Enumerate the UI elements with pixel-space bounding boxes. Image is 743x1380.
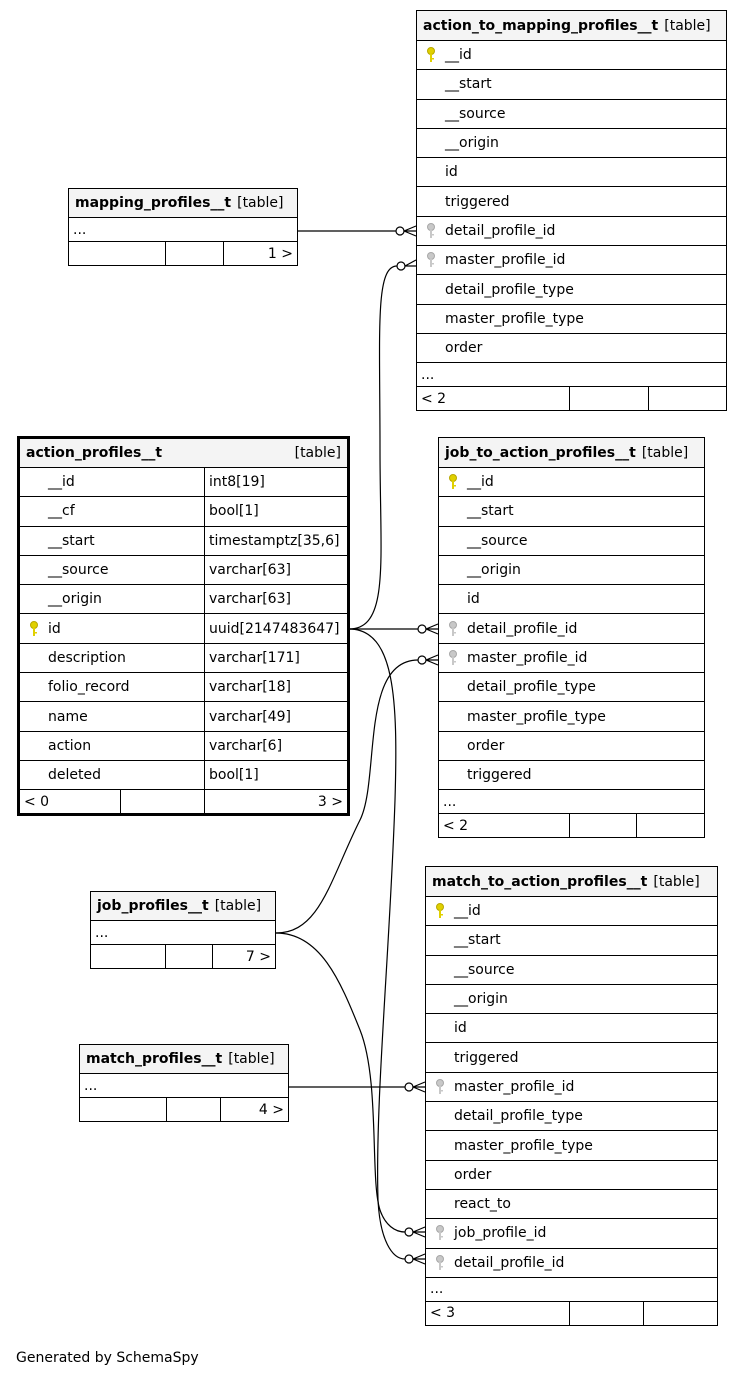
table-header[interactable]: [426, 867, 717, 897]
column-row[interactable]: [426, 956, 717, 985]
foreign-key-icon: [426, 1225, 454, 1241]
marker-crowfoot: [426, 655, 438, 665]
footer-children[interactable]: 1 >: [267, 245, 293, 262]
column-type: varchar[63]: [204, 556, 347, 584]
table-header[interactable]: [91, 892, 275, 921]
column-row[interactable]: [20, 585, 347, 614]
table-type: [table]: [237, 195, 284, 211]
footer-blank: [570, 814, 637, 837]
marker-circle: [405, 1255, 413, 1263]
column-row[interactable]: [426, 1014, 717, 1043]
column-row[interactable]: [20, 614, 347, 643]
column-row[interactable]: [439, 673, 704, 702]
foreign-key-icon: [417, 252, 445, 268]
column-row[interactable]: [20, 468, 347, 497]
footer-blank: [570, 387, 649, 410]
column-row[interactable]: [20, 527, 347, 556]
column-name: __start: [445, 76, 492, 93]
table-name: match_profiles__t: [86, 1051, 223, 1067]
table-action-to-mapping-profiles[interactable]: [416, 10, 727, 411]
column-row[interactable]: [426, 1190, 717, 1219]
column-name: detail_profile_type: [467, 679, 596, 696]
table-footer: [80, 1098, 288, 1121]
column-name: triggered: [445, 193, 510, 210]
column-type: timestamptz[35,6]: [204, 527, 347, 555]
more-columns-ellipsis[interactable]: ...: [417, 363, 726, 387]
table-type: [table]: [653, 873, 700, 890]
column-row[interactable]: [439, 702, 704, 731]
footer-parents[interactable]: < 2: [417, 387, 570, 410]
column-name: __source: [454, 961, 515, 978]
column-row[interactable]: [439, 761, 704, 790]
column-row[interactable]: [426, 1131, 717, 1160]
column-name: order: [445, 340, 483, 357]
column-name: master_profile_type: [445, 310, 584, 327]
table-footer: [20, 790, 347, 813]
table-header[interactable]: [439, 438, 704, 468]
column-name: name: [48, 708, 88, 725]
footer-blank: [166, 242, 224, 265]
marker-crowfoot: [405, 260, 416, 266]
table-header[interactable]: [69, 189, 297, 218]
marker-circle: [405, 1228, 413, 1236]
table-type: [table]: [214, 898, 262, 914]
footer-children[interactable]: 7 >: [245, 948, 271, 965]
foreign-key-icon: [426, 1079, 454, 1095]
column-name: triggered: [454, 1049, 519, 1066]
column-name: __id: [467, 474, 494, 491]
column-name: description: [48, 649, 126, 666]
column-row[interactable]: [426, 1102, 717, 1131]
column-row[interactable]: [417, 158, 726, 187]
footer-blank: [570, 1302, 644, 1325]
column-name: __start: [467, 503, 514, 520]
column-name: react_to: [454, 1196, 511, 1213]
column-type: varchar[6]: [204, 732, 347, 760]
table-match-profiles[interactable]: [79, 1044, 289, 1122]
column-row[interactable]: [426, 1043, 717, 1072]
column-name: triggered: [467, 767, 532, 784]
column-row[interactable]: [417, 275, 726, 304]
table-header[interactable]: [80, 1045, 288, 1074]
column-type: varchar[49]: [204, 702, 347, 730]
marker-circle: [397, 262, 405, 270]
edge-action-to-m2a-detail: [349, 629, 405, 1259]
column-name: order: [467, 737, 505, 754]
foreign-key-icon: [426, 1255, 454, 1271]
column-row[interactable]: [439, 585, 704, 614]
column-name: master_profile_type: [454, 1137, 593, 1154]
column-name: __origin: [467, 562, 521, 579]
primary-key-icon: [417, 47, 445, 63]
footer-children[interactable]: 4 >: [258, 1101, 284, 1118]
column-name: __source: [48, 562, 109, 579]
column-name: detail_profile_type: [445, 281, 574, 298]
footer-blank: [167, 1098, 221, 1121]
more-columns-ellipsis[interactable]: ...: [426, 1278, 717, 1302]
footer-children: [637, 814, 704, 837]
column-name: id: [454, 1020, 467, 1037]
column-row[interactable]: [439, 614, 704, 643]
column-name: __source: [467, 532, 528, 549]
column-row[interactable]: [426, 1249, 717, 1278]
column-row[interactable]: [439, 468, 704, 497]
column-row[interactable]: [417, 100, 726, 129]
footer-children[interactable]: 3 >: [317, 793, 343, 810]
table-type: [table]: [228, 1051, 275, 1067]
table-name: job_profiles__t: [97, 898, 209, 914]
marker-crowfoot: [413, 1227, 425, 1237]
column-row[interactable]: [426, 985, 717, 1014]
more-columns-ellipsis[interactable]: ...: [80, 1074, 288, 1098]
footer-parents[interactable]: < 2: [439, 814, 570, 837]
column-name: __id: [445, 47, 472, 64]
column-type: int8[19]: [204, 468, 347, 496]
column-row[interactable]: [20, 673, 347, 702]
column-name: master_profile_type: [467, 708, 606, 725]
column-name: __origin: [454, 991, 508, 1008]
foreign-key-icon: [439, 621, 467, 637]
column-row[interactable]: [439, 527, 704, 556]
table-footer: [91, 945, 275, 968]
column-row[interactable]: [426, 1219, 717, 1248]
column-row[interactable]: [439, 497, 704, 526]
table-name: match_to_action_profiles__t: [432, 873, 648, 890]
column-name: detail_profile_type: [454, 1108, 583, 1125]
column-row[interactable]: [417, 246, 726, 275]
more-columns-ellipsis[interactable]: ...: [439, 790, 704, 814]
column-type: varchar[171]: [204, 644, 347, 672]
column-name: folio_record: [48, 679, 130, 696]
column-name: id: [467, 591, 480, 608]
edge-action-to-a2m-master: [349, 266, 397, 629]
column-name: master_profile_id: [445, 252, 566, 269]
column-row[interactable]: [417, 70, 726, 99]
table-type: [table]: [641, 444, 689, 461]
column-type: bool[1]: [204, 497, 347, 525]
marker-circle: [418, 625, 426, 633]
table-type: [table]: [664, 17, 711, 34]
table-job-to-action-profiles[interactable]: [438, 437, 705, 838]
column-row[interactable]: [417, 305, 726, 334]
column-name: __origin: [445, 135, 499, 152]
column-name: __start: [48, 532, 95, 549]
marker-crowfoot: [426, 624, 438, 634]
column-name: __cf: [48, 503, 75, 520]
column-name: deleted: [48, 767, 101, 784]
column-type: varchar[63]: [204, 585, 347, 613]
footer-parents[interactable]: < 0: [20, 790, 121, 813]
column-row[interactable]: [20, 497, 347, 526]
table-footer: [439, 814, 704, 837]
column-row[interactable]: [417, 217, 726, 246]
column-row[interactable]: [426, 897, 717, 926]
column-name: detail_profile_id: [467, 620, 578, 637]
table-mapping-profiles[interactable]: [68, 188, 298, 266]
column-row[interactable]: [417, 41, 726, 70]
column-name: master_profile_id: [467, 649, 588, 666]
primary-key-icon: [439, 474, 467, 490]
column-name: __origin: [48, 591, 102, 608]
column-row[interactable]: [426, 926, 717, 955]
column-name: detail_profile_id: [445, 222, 556, 239]
foreign-key-icon: [439, 650, 467, 666]
column-name: detail_profile_id: [454, 1254, 565, 1271]
table-name: action_to_mapping_profiles__t: [423, 17, 659, 34]
table-name: action_profiles__t: [26, 445, 163, 461]
column-row[interactable]: [20, 702, 347, 731]
marker-crowfoot: [413, 1082, 425, 1092]
table-header[interactable]: [417, 11, 726, 41]
column-row[interactable]: [439, 556, 704, 585]
more-columns-ellipsis[interactable]: ...: [69, 218, 297, 242]
marker-crowfoot: [404, 226, 416, 236]
generated-by-note: Generated by SchemaSpy: [16, 1350, 199, 1366]
table-action-profiles[interactable]: [17, 436, 350, 816]
column-type: uuid[2147483647]: [204, 614, 347, 642]
footer-parents[interactable]: < 3: [426, 1302, 570, 1325]
footer-parents: [91, 945, 166, 968]
table-footer: [69, 242, 297, 265]
marker-crowfoot: [413, 1254, 425, 1264]
column-row[interactable]: [417, 334, 726, 363]
footer-blank: [166, 945, 213, 968]
table-match-to-action-profiles[interactable]: [425, 866, 718, 1326]
column-row[interactable]: [417, 129, 726, 158]
table-name: job_to_action_profiles__t: [445, 444, 636, 461]
primary-key-icon: [426, 903, 454, 919]
footer-parents: [80, 1098, 167, 1121]
column-row[interactable]: [426, 1073, 717, 1102]
column-type: varchar[18]: [204, 673, 347, 701]
column-name: __source: [445, 105, 506, 122]
table-job-profiles[interactable]: [90, 891, 276, 969]
column-row[interactable]: [20, 556, 347, 585]
column-name: __id: [454, 903, 481, 920]
column-row[interactable]: [20, 732, 347, 761]
marker-circle: [418, 656, 426, 664]
column-row[interactable]: [20, 761, 347, 790]
column-row[interactable]: [439, 644, 704, 673]
column-name: id: [48, 620, 61, 637]
column-row[interactable]: [439, 732, 704, 761]
column-name: id: [445, 164, 458, 181]
footer-parents: [69, 242, 166, 265]
footer-blank: [121, 790, 205, 813]
footer-children: [644, 1302, 717, 1325]
column-name: __id: [48, 474, 75, 491]
table-footer: [426, 1302, 717, 1325]
column-name: __start: [454, 932, 501, 949]
foreign-key-icon: [417, 223, 445, 239]
primary-key-icon: [20, 621, 48, 637]
marker-circle: [405, 1083, 413, 1091]
column-name: job_profile_id: [454, 1225, 547, 1242]
column-row[interactable]: [417, 187, 726, 216]
more-columns-ellipsis[interactable]: ...: [91, 921, 275, 945]
column-row[interactable]: [426, 1161, 717, 1190]
column-name: action: [48, 737, 92, 754]
column-name: order: [454, 1166, 492, 1183]
table-name: mapping_profiles__t: [75, 195, 232, 211]
footer-children[interactable]: [649, 387, 726, 410]
table-header[interactable]: [20, 439, 347, 468]
marker-circle: [396, 227, 404, 235]
column-type: bool[1]: [204, 761, 347, 789]
table-type: [table]: [294, 445, 341, 461]
table-footer: [417, 387, 726, 410]
column-row[interactable]: [20, 644, 347, 673]
column-name: master_profile_id: [454, 1078, 575, 1095]
